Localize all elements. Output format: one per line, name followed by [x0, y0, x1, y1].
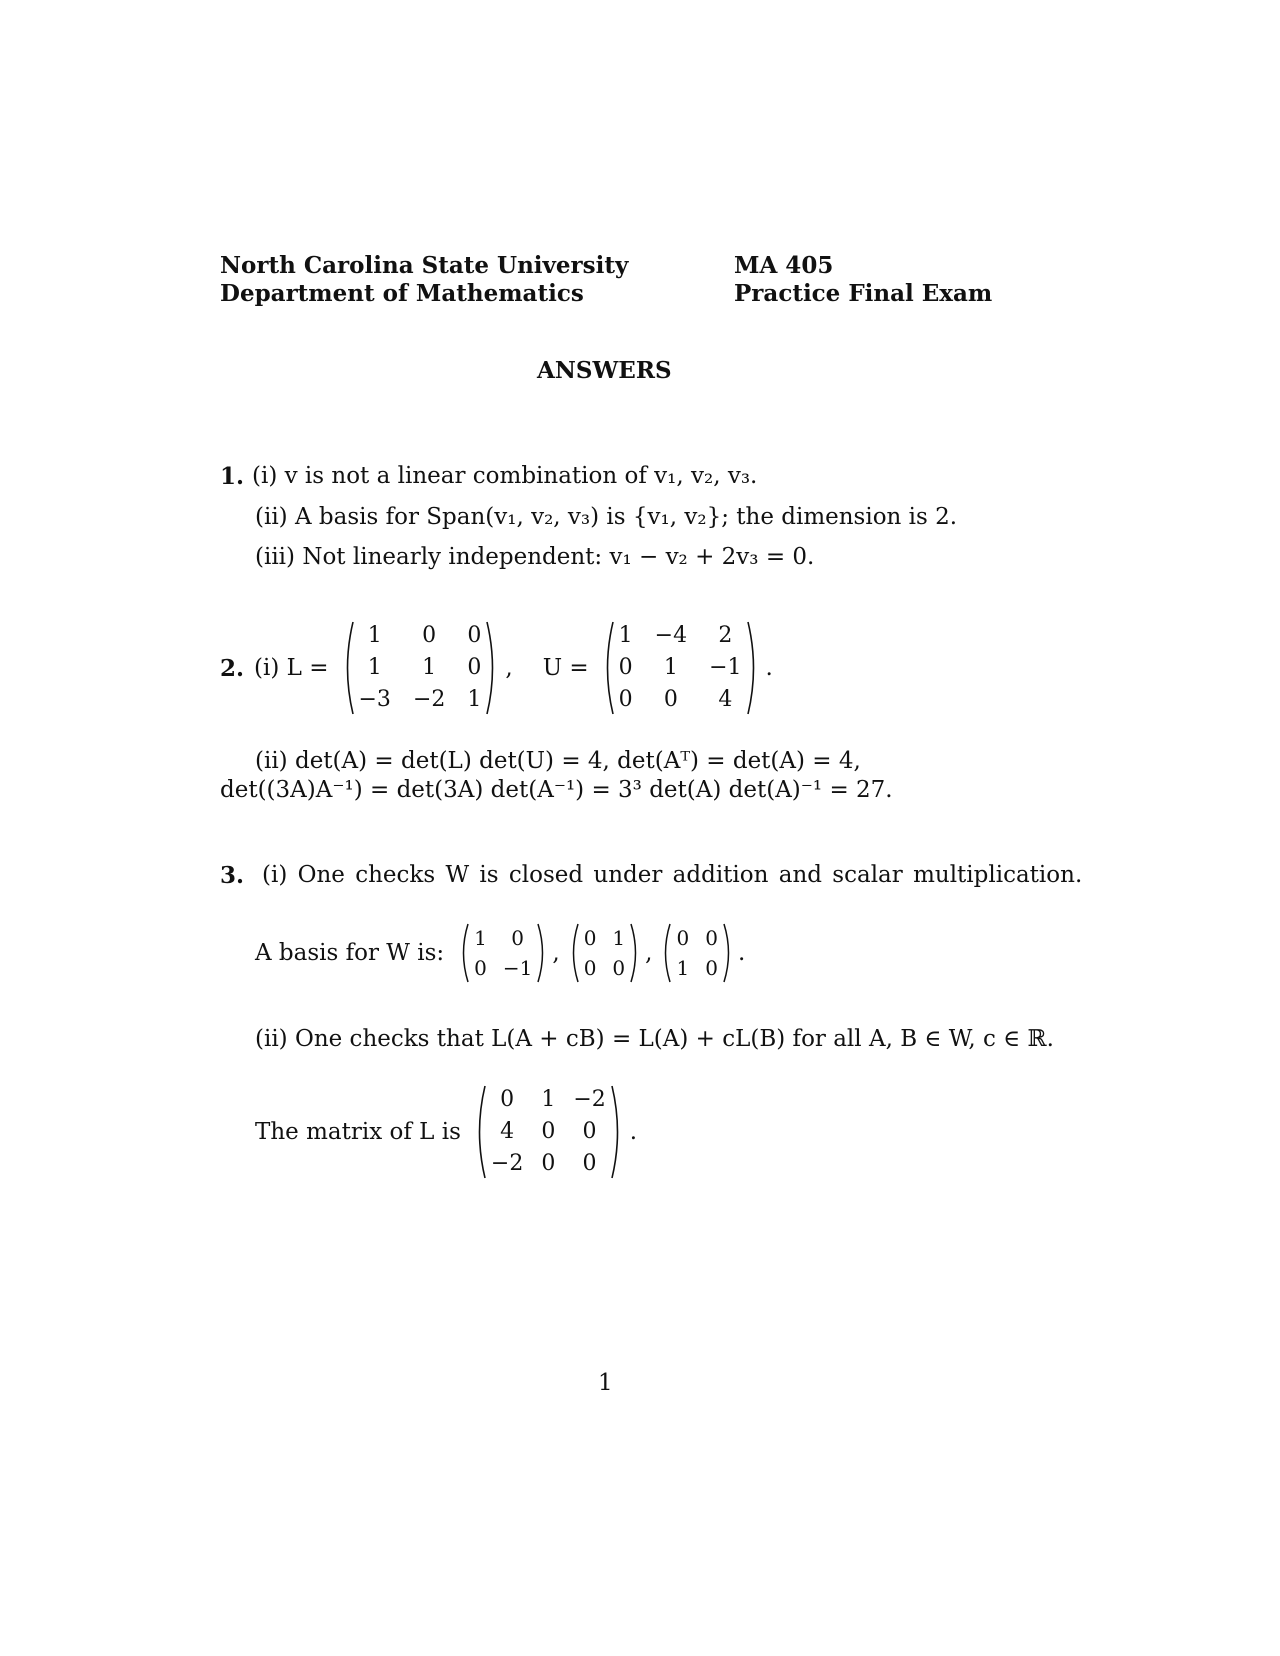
matrix-entry: −3	[358, 687, 391, 712]
basis-matrix-1	[458, 922, 548, 984]
matrix-entry: 0	[500, 1087, 515, 1112]
problem-3-basis-row	[255, 922, 745, 984]
matrix-entry: −2	[412, 687, 446, 712]
matrix-entry: 1	[367, 655, 382, 680]
matrix-entry: 1	[618, 623, 633, 648]
basis-matrix-2	[568, 922, 641, 984]
problem-1-part-i: (i) v is not a linear combination of v₁, v₂, v₃.	[252, 463, 758, 489]
matrix-entry: 0	[474, 956, 487, 980]
matrix-entry: 0	[541, 1119, 556, 1144]
matrix-entry: 1	[663, 655, 678, 680]
matrix-entry: 1	[367, 623, 382, 648]
matrix-entry: 0	[705, 956, 718, 980]
page-number: 1	[598, 1370, 613, 1396]
matrix-label: The matrix of L is	[255, 1119, 461, 1145]
period: .	[629, 1119, 638, 1145]
problem-3-part-ii: (ii) One checks that L(A + cB) = L(A) + cL(B) for all A, B ∈ W, c ∈ ℝ.	[255, 1026, 1054, 1052]
problem-2-L-label: (i) L =	[254, 655, 329, 681]
matrix-entry: 4	[718, 687, 733, 712]
matrix-entry: −1	[709, 655, 742, 680]
matrix-entry: 0	[467, 655, 482, 680]
left-paren	[341, 620, 355, 716]
left-paren	[601, 620, 615, 716]
period: .	[765, 655, 773, 681]
university-name: North Carolina State University	[220, 252, 629, 279]
problem-1-part-ii: (ii) A basis for Span(v₁, v₂, v₃) is {v₁, v₂}; the dimension is 2.	[255, 504, 958, 530]
matrix-of-L	[473, 1084, 624, 1180]
department-name: Department of Mathematics	[220, 280, 584, 307]
matrix-of-L-cells	[487, 1084, 610, 1180]
comma: ,	[505, 655, 513, 681]
period: .	[737, 940, 746, 966]
matrix-entry: 0	[541, 1151, 556, 1176]
right-paren	[629, 922, 641, 984]
problem-2-part-ii-line2: det((3A)A⁻¹) = det(3A) det(A⁻¹) = 3³ det(A) det(A)⁻¹ = 27.	[220, 777, 893, 803]
matrix-entry: 0	[511, 926, 524, 950]
basis-matrices	[458, 922, 734, 984]
matrix-U-cells	[615, 620, 746, 716]
basis-label: A basis for W is:	[255, 940, 445, 966]
matrix-entry: 0	[583, 956, 597, 980]
matrix-entry: 0	[582, 1151, 597, 1176]
matrix-entry: 1	[422, 655, 437, 680]
basis-matrix-cells	[470, 922, 536, 984]
matrix-entry: −1	[502, 956, 533, 980]
problem-2-number: 2.	[220, 654, 245, 682]
problem-3-part-i: (i) One checks W is closed under addition and scalar multiplication.	[262, 862, 1083, 888]
right-paren	[610, 1084, 624, 1180]
left-paren	[660, 922, 672, 984]
matrix-entry: 1	[541, 1087, 556, 1112]
right-paren	[485, 620, 499, 716]
matrix-entry: 1	[676, 956, 690, 980]
matrix-entry: −4	[654, 623, 688, 648]
matrix-L-cells	[355, 620, 486, 716]
matrix-entry: −2	[573, 1087, 606, 1112]
matrix-entry: 1	[474, 926, 487, 950]
matrix-entry: 0	[676, 926, 690, 950]
comma: ,	[552, 940, 560, 966]
left-paren	[458, 922, 470, 984]
basis-matrix-cells	[672, 922, 721, 984]
basis-matrix-cells	[580, 922, 629, 984]
matrix-entry: 1	[467, 687, 482, 712]
course-code: MA 405	[734, 252, 834, 279]
left-paren	[568, 922, 580, 984]
matrix-L	[341, 620, 500, 716]
matrix-entry: 0	[612, 956, 626, 980]
matrix-entry: 0	[618, 687, 633, 712]
left-paren	[473, 1084, 487, 1180]
matrix-U	[601, 620, 760, 716]
comma: ,	[645, 940, 653, 966]
matrix-entry: 0	[467, 623, 482, 648]
problem-2-row	[220, 620, 773, 716]
right-paren	[722, 922, 734, 984]
basis-matrix-3	[660, 922, 733, 984]
matrix-entry: 0	[582, 1119, 597, 1144]
matrix-entry: 0	[618, 655, 633, 680]
matrix-entry: 0	[705, 926, 718, 950]
matrix-entry: 0	[583, 926, 597, 950]
problem-3-number: 3.	[220, 862, 245, 889]
matrix-entry: 0	[663, 687, 678, 712]
matrix-entry: 4	[500, 1119, 515, 1144]
problem-2-part-ii-line1: (ii) det(A) = det(L) det(U) = 4, det(Aᵀ) = det(A) = 4,	[255, 748, 861, 774]
right-paren	[746, 620, 760, 716]
exam-title: Practice Final Exam	[734, 280, 993, 307]
matrix-entry: −2	[490, 1151, 524, 1176]
page-title: ANSWERS	[537, 357, 672, 384]
problem-1-number: 1.	[220, 463, 245, 490]
matrix-entry: 1	[612, 926, 626, 950]
matrix-entry: 0	[422, 623, 437, 648]
problem-2-U-label: U =	[542, 655, 589, 681]
problem-3-matrix-row	[255, 1084, 637, 1180]
problem-1-part-iii: (iii) Not linearly independent: v₁ − v₂ + 2v₃ = 0.	[255, 544, 815, 570]
matrix-entry: 2	[718, 623, 733, 648]
right-paren	[536, 922, 548, 984]
